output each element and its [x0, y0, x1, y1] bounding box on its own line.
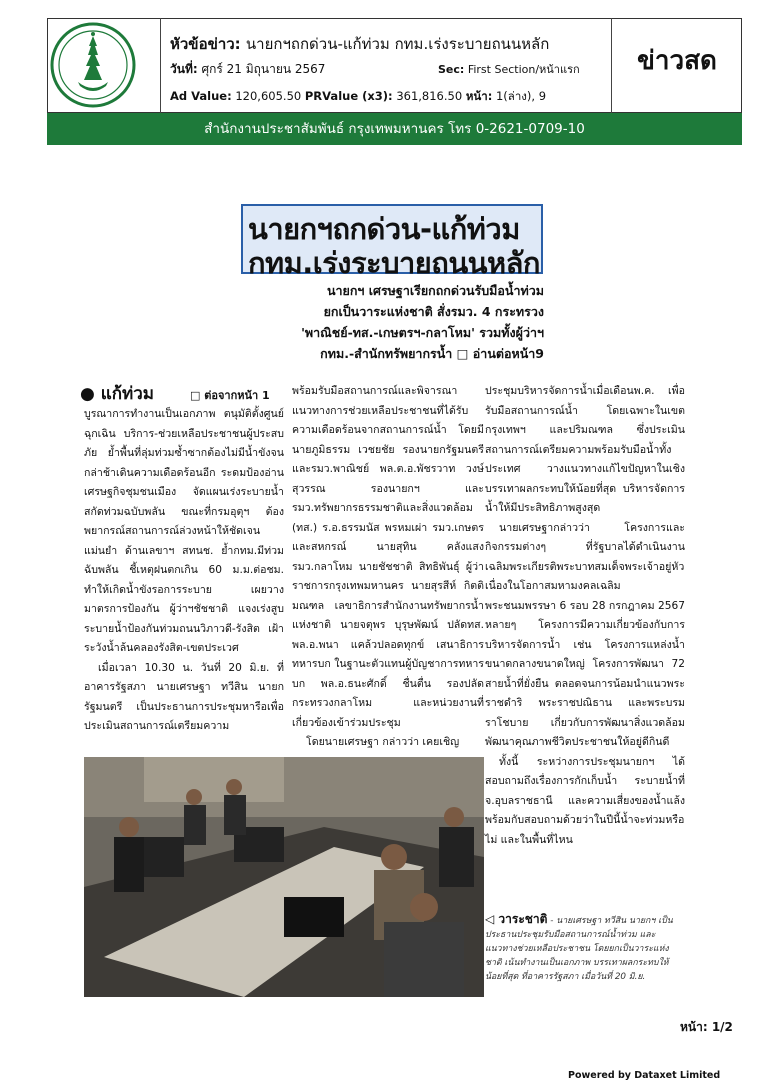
article-column-1 — [84, 405, 284, 737]
value-row — [170, 88, 546, 106]
headline-text: นายกฯถกด่วน-แก้ท่วม กทม.เร่งระบายถนนหลัก — [245, 35, 550, 53]
header-divider-left — [160, 18, 161, 113]
continued-from: □ ต่อจากหน้า 1 — [190, 389, 270, 402]
date-row — [170, 60, 325, 79]
date-label: วันที่: — [170, 62, 198, 76]
pr-value: 361,816.50 — [396, 89, 463, 103]
section-value: First Section/หน้าแรก — [467, 63, 580, 76]
date-value: ศุกร์ 21 มิถุนายน 2567 — [201, 62, 326, 76]
news-category: ข่าวสด — [637, 46, 717, 76]
paragraph: ประชุมบริหารจัดการน้ำเมื่อเดือนพ.ค. เพื่อรับมือสถานการณ์น้ำ โดยเฉพาะในเขตกรุงเทพฯ และปริมณฑล ซึ่งประเมินสถานการณ์เตรียมความพร้อมรับมือน้ำทั้งประเทศ วางแนวทางแก้ไขปัญหาในเชิงบรรเทาผลกระทบให้น้อยที่สุด บริหารจัดการน้ำให้มีประสิทธิภาพสูงสุด — [485, 385, 685, 514]
caption-text: - นายเศรษฐา ทวีสิน นายกฯ เป็นประธานประชุมรับมือสถานการณ์น้ำท่วม และแนวทางช่วยเหลือประชาชน โดยยกเป็นวาระแห่งชาติ เน้นทำงานเป็นเอกภาพ บรรเทาผลกระทบให้น้อยที่สุด ที่อาคารรัฐสภา เมื่อวันที่ 20 มิ.ย. — [485, 916, 673, 982]
article-deck — [240, 280, 544, 364]
bangkok-seal-logo — [50, 22, 136, 108]
agency-bar: สำนักงานประชาสัมพันธ์ กรุงเทพมหานคร โทร 0-2621-0709-10 — [47, 113, 742, 145]
paragraph: บูรณาการทำงานเป็นเอกภาพ ตนุมัติตั้งศูนย์ฉุกเฉิน บริการ-ช่วยเหลือประชาชนผู้ประสบภัย ย้ำพื้นที่ลุ่มท่วมซ้ำซากต้องไม่มีน้ำขังจนกล่าช้าเดินความเดือดร้อนอีก ระดมป้องอ่านเศรษฐกิจชุมชนเมือง จัดแผนเร่งระบายน้ำ สกัดท่วมฉบับพลัน ขณะที่กรมอุตุฯ ต้องพยากรณ์สถานการณ์ล่วงหน้าให้ชัดเจนแม่นยำ ด้านเลขาฯ สทนช. ย้ำกทม.มีท่วมฉับพลัน ชี้เหตุฝนตกเกิน 60 ม.ม.ต่อชม. ทำให้เกิดน้ำขังรอการระบาย เผยวางมาตรการป้องกัน ผู้ว่าฯชัชชาติ แจงเร่งสูบระบายน้ำป้องกันท่วมถนนวิภาวดี-รังสิต เฝ้าระวังน้ำล้นคลองรังสิต-เขตประเวศ — [84, 408, 284, 654]
deck-line: ยกเป็นวาระแห่งชาติ สั่งรมว. 4 กระทรวง — [323, 304, 544, 319]
page-value: 1(ล่าง), 9 — [495, 89, 547, 103]
paragraph: เมื่อเวลา 10.30 น. วันที่ 20 มิ.ย. ที่อาคารรัฐสภา นายเศรษฐา ทวีสิน นายกรัฐมนตรี เป็นประธานการประชุมหารือเพื่อประเมินสถานการณ์เตรียมความ — [84, 661, 284, 732]
deck-line: นายกฯ เศรษฐาเรียกถกด่วนรับมือน้ำท่วม — [326, 283, 544, 298]
ad-value-label: Ad Value: — [170, 89, 232, 103]
caption-title: ◁ วาระชาติ — [485, 912, 548, 926]
ad-value: 120,605.50 — [235, 89, 302, 103]
headline-row — [170, 32, 549, 56]
paragraph: ทั้งนี้ ระหว่างการประชุมนายกฯ ได้สอบถามถึงเรื่องการกักเก็บน้ำ ระบายน้ำที่จ.อุบลราชธานี และความเสี่ยงของน้ำแล้ง พร้อมกับสอบถามด้วยว่าในปีนี้น้ำจะท่วมหรือไม่ และในพื้นที่ไหน — [485, 755, 685, 846]
paragraph: พร้อมรับมือสถานการณ์และพิจารณาแนวทางการช่วยเหลือประชาชนที่ได้รับความเดือดร้อนจากสถานการณ์น้ำ โดยมีนายภูมิธรรม เวชยชัย รองนายกรัฐมนตรีและรมว.พาณิชย์ พล.ต.อ.พัชรวาท วงษ์สุวรรณ รองนายกฯ และรมว.ทรัพยากรธรรมชาติและสิ่งแวดล้อม (ทส.) ร.อ.ธรรมนัส พรหมเผ่า รมว.เกษตรและสหกรณ์ นายสุทิน คลังแสง รมว.กลาโหม นายชัชชาติ สิทธิพันธุ์ ผู้ว่าราชการกรุงเทพมหานคร นายสุรสีห์ กิตติมณฑล เลขาธิการสำนักงานทรัพยากรน้ำแห่งชาติ นายจตุพร บุรุษพัฒน์ ปลัดทส. พล.อ.พนา แคล้วปลอดทุกข์ เสนาธิการทหารบก ในฐานะตัวแทนผู้บัญชาการทหารบก พล.อ.ธนะศักดิ์ ชื่นตื่น รองปลัดกระทรวงกลาโหม และหน่วยงานที่เกี่ยวข้องเข้าร่วมประชุม — [292, 385, 484, 729]
paragraph: โดยนายเศรษฐา กล่าวว่า เคยเชิญ — [306, 736, 460, 748]
headline-label: หัวข้อข่าว: — [170, 35, 241, 53]
paragraph: นายเศรษฐากล่าวว่า โครงการและกิจกรรมต่างๆ ที่รัฐบาลได้ดำเนินงานเฉลิมพระเกียรติพระบาทสมเด็จพระเจ้าอยู่หัว เนื่องในโอกาสมหามงคลเฉลิมพระชนมพรรษา 6 รอบ 28 กรกฎาคม 2567 หลายๆ โครงการมีความเกี่ยวข้องกับการบริหารจัดการน้ำ เช่น โครงการแหล่งน้ำขนาดกลางขนาดใหญ่ โครงการพัฒนา 72 สายน้ำที่ยั่งยืน ตลอดจนการน้อมนำแนวพระราชดำริ พระราชปณิธาน และพระบรมราโชบาย เกี่ยวกับการพัฒนาสิ่งแวดล้อม พัฒนาคุณภาพชีวิตประชาชนให้อยู่ดีกินดี — [485, 521, 685, 748]
section-label: Sec: — [438, 63, 465, 76]
article-column-2 — [292, 382, 484, 753]
headline-line-1: นายกฯถกด่วน-แก้ท่วม — [248, 212, 520, 246]
section-row — [438, 60, 580, 78]
deck-line: กทม.-สำนักทรัพยากรน้ำ □ อ่านต่อหน้า9 — [320, 346, 544, 361]
page-label: หน้า: — [465, 89, 493, 103]
headline-line-2: กทม.เร่งระบายถนนหลัก — [248, 246, 540, 280]
powered-by: Powered by Dataxet Limited — [568, 1070, 721, 1081]
continued-title: ● แก้ท่วม — [80, 384, 154, 404]
photo-caption — [485, 912, 685, 984]
pr-value-label: PRValue (x3): — [304, 89, 393, 103]
deck-line: 'พาณิชย์-ทส.-เกษตรฯ-กลาโหม' รวมทั้งผู้ว่าฯ — [301, 325, 544, 340]
page-number: หน้า: 1/2 — [680, 1020, 733, 1034]
article-column-3 — [485, 382, 685, 850]
meeting-photo — [84, 757, 484, 997]
